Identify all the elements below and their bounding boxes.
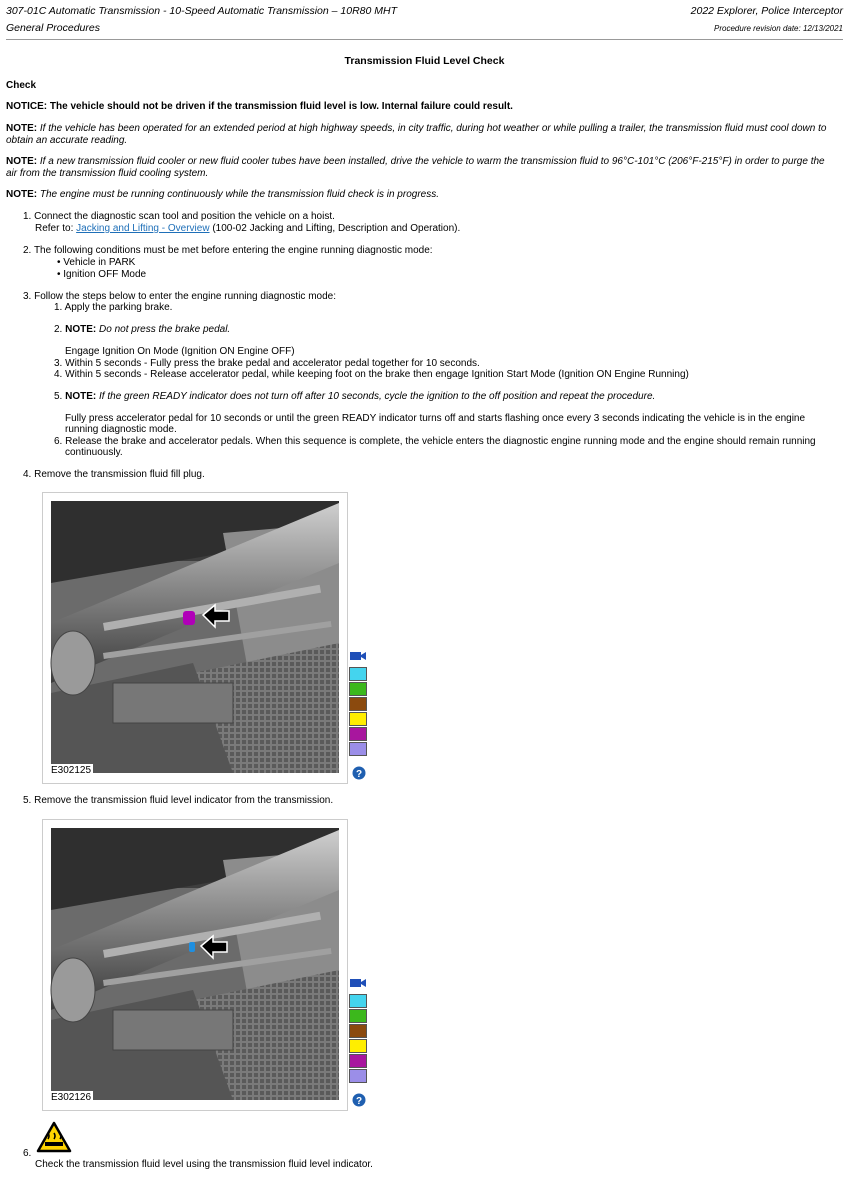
legend-swatch[interactable] — [349, 1024, 367, 1038]
step-number: 3. — [23, 291, 32, 302]
step-1 — [23, 211, 460, 235]
level-indicator-highlight — [189, 942, 195, 952]
note-label: NOTE: — [6, 189, 38, 200]
legend-swatch[interactable] — [349, 1054, 367, 1068]
legend-swatch[interactable] — [349, 697, 367, 711]
figure-e302125 — [42, 492, 348, 784]
substep-2: 2. NOTE: Do not press the brake pedal. — [54, 324, 231, 335]
note-text: If a new transmission fluid cooler or new fluid cooler tubes have been installed, drive the vehicle to warm the transmission fluid to 96°C-101°C (206°F-215°F) in order to purge the — [39, 156, 825, 167]
note-text: air from the transmission fluid cooling system. — [6, 168, 209, 179]
help-icon[interactable] — [352, 766, 366, 780]
step-5 — [23, 795, 333, 807]
hot-surface-warning-icon — [36, 1121, 72, 1153]
step-number: 2. — [23, 245, 32, 256]
note-3 — [6, 189, 836, 201]
figure-id: E302126 — [51, 1092, 92, 1103]
step-number: 4. — [23, 469, 32, 480]
figure-id: E302125 — [51, 765, 92, 776]
substep-3: 3. Within 5 seconds - Fully press the brake pedal and accelerator pedal together for 10 seconds. — [54, 358, 480, 369]
legend-swatch[interactable] — [349, 742, 367, 756]
legend-swatch[interactable] — [349, 1009, 367, 1023]
list-item: • Vehicle in PARK — [57, 257, 136, 268]
transmission-illustration — [43, 493, 347, 783]
note-label: NOTE: — [6, 123, 38, 134]
figure-e302126 — [42, 819, 348, 1111]
legend-swatch[interactable] — [349, 712, 367, 726]
revision-date: Procedure revision date: 12/13/2021 — [714, 24, 843, 33]
vehicle-name: 2022 Explorer, Police Interceptor — [690, 5, 843, 17]
doc-title: 307-01C Automatic Transmission - 10-Speed Automatic Transmission – 10R80 MHT — [6, 5, 397, 17]
step-text: Follow the steps below to enter the engine running diagnostic mode: — [34, 291, 336, 302]
note-label: NOTE: — [6, 156, 38, 167]
step-text: Remove the transmission fluid level indicator from the transmission. — [34, 795, 334, 806]
page-title: Transmission Fluid Level Check — [344, 55, 505, 67]
video-camera-icon[interactable] — [349, 650, 367, 662]
step-number: 5. — [23, 795, 32, 806]
legend-swatch[interactable] — [349, 682, 367, 696]
notice — [6, 101, 836, 113]
note-1 — [6, 123, 836, 147]
condition-list — [57, 257, 146, 281]
svg-text:?: ? — [355, 1096, 363, 1107]
step-2 — [23, 245, 433, 257]
legend-swatch[interactable] — [349, 1039, 367, 1053]
substep-1: 1. Apply the parking brake. — [54, 302, 173, 313]
substep-4: 4. Within 5 seconds - Release accelerator pedal, while keeping foot on the brake then engage Ignition Start Mode (Ignition ON Engine Running) — [54, 369, 689, 380]
notice-text: The vehicle should not be driven if the transmission fluid level is low. Internal failure could result. — [49, 101, 513, 112]
legend-swatch[interactable] — [349, 1069, 367, 1083]
note-text: If the vehicle has been operated for an extended period at high highway speeds, in city traffic, during hot weather or while pulling a trailer, the transmission fluid must cool down to — [39, 123, 827, 134]
substep-2-text: Engage Ignition On Mode (Ignition ON Engine OFF) — [65, 346, 295, 357]
page-header — [6, 5, 843, 40]
notice-label: NOTICE: — [6, 101, 48, 112]
legend-swatch[interactable] — [349, 667, 367, 681]
transmission-illustration — [43, 820, 347, 1110]
substep-6: 6. Release the brake and accelerator pedals. When this sequence is complete, the vehicle enters the diagnostic engine running mode and the engine should remain running continuously. — [54, 436, 816, 458]
step-text: Remove the transmission fluid fill plug. — [34, 469, 205, 480]
help-icon[interactable] — [352, 1093, 366, 1107]
refer-suffix: (100-02 Jacking and Lifting, Description and Operation). — [212, 223, 461, 234]
section-heading: Check — [6, 80, 37, 91]
legend-swatch[interactable] — [349, 727, 367, 741]
color-legend — [349, 667, 367, 757]
step-text: The following conditions must be met before entering the engine running diagnostic mode: — [33, 245, 433, 256]
step-4 — [23, 469, 205, 481]
fill-plug-highlight — [183, 611, 195, 625]
step-6-number: 6. — [23, 1148, 32, 1159]
svg-text:?: ? — [355, 769, 363, 780]
color-legend — [349, 994, 367, 1084]
step-number: 1. — [23, 211, 32, 222]
substep-5: 5. NOTE: If the green READY indicator does not turn off after 10 seconds, cycle the ignition to the off position and repeat the procedure. — [54, 391, 656, 402]
step-text: Connect the diagnostic scan tool and position the vehicle on a hoist. — [34, 211, 335, 222]
note-text: obtain an accurate reading. — [6, 135, 128, 146]
substep-5-text: Fully press accelerator pedal for 10 seconds or until the green READY indicator turns off and starts flashing once every 3 seconds indicating the vehicle is in the engine running diagnostic mode. — [65, 413, 806, 435]
jacking-lifting-link[interactable]: Jacking and Lifting - Overview — [76, 223, 210, 234]
step-6-text: Check the transmission fluid level using the transmission fluid level indicator. — [35, 1159, 373, 1170]
list-item: • Ignition OFF Mode — [57, 269, 147, 280]
section-name: General Procedures — [6, 22, 100, 34]
note-2 — [6, 156, 836, 180]
video-camera-icon[interactable] — [349, 977, 367, 989]
legend-swatch[interactable] — [349, 994, 367, 1008]
refer-prefix: Refer to: — [35, 223, 74, 234]
note-text: The engine must be running continuously while the transmission fluid check is in progress. — [39, 189, 439, 200]
